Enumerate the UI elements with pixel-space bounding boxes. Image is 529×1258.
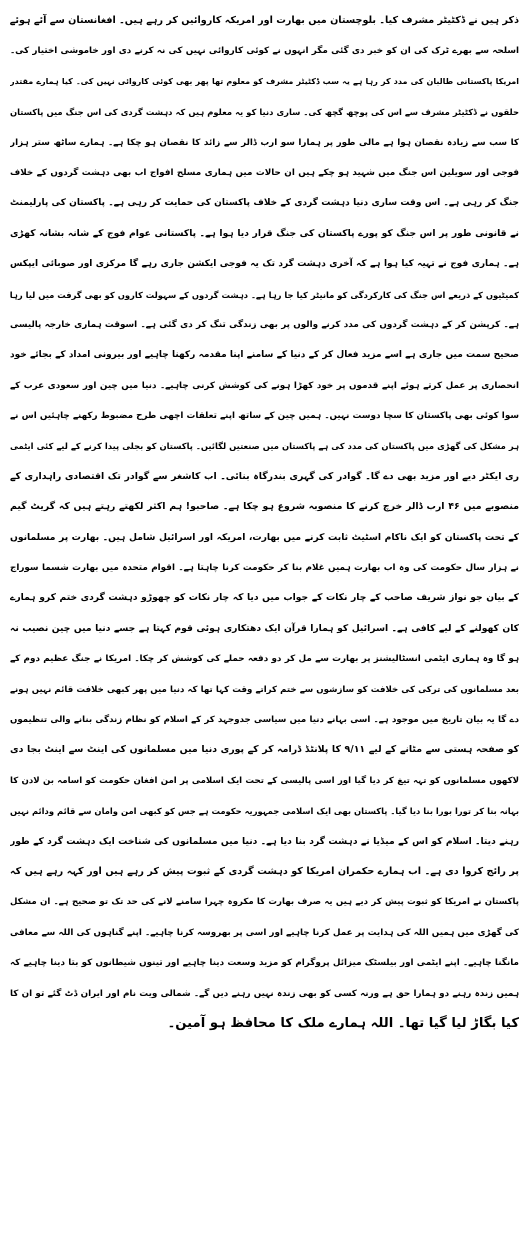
article-line: ہو گا وہ ہماری ایٹمی انسٹالیشنز پر بھارت سے مل کر دو دفعہ حملے کی کوشش کر چکا۔ امریکا نے جنگ عظیم دوم کے [10,654,519,665]
article-line: پاکستان نے امریکا کو ثبوت پیش کر دیے ہیں یہ صرف بھارت کا مکروہ چہرا سامنے لانے کی حد تک تو صحیح ہے۔ ان مشکل [10,897,519,908]
article-line: فوجی اور سویلین اس جنگ میں شہید ہو چکے ہیں ان حالات میں ہماری مسلح افواج اب بھی دہشت گردوں کے خلاف [10,167,519,178]
article-line: کے تحت پاکستان کو ایک ناکام اسٹیٹ ثابت کرنے میں بھارت، امریکہ اور اسرائیل شامل ہیں۔ بھارت پر مسلمانوں [10,531,519,543]
article-line: ہے۔ کرپشن کر کے دہشت گردوں کی مدد کرنے والوں پر بھی زندگی تنگ کر دی گئی ہے۔ اسوقت ہماری خارجہ پالیسی [10,319,519,330]
article-line: رہنے دیتا۔ اسلام کو اس کے میڈیا نے دہشت گرد بنا دیا ہے۔ دنیا میں مسلمانوں کی شناخت ایک دہشت گرد کے طور [10,835,519,847]
article-line: بعد مسلمانوں کی ترکی کی خلافت کو سازشوں سے ختم کراتے وقت کہا تھا کہ دنیا میں پھر کبھی خلافت قائم نہیں ہونے [10,684,519,695]
article-line: جنگ کر رہی ہے۔ اس وقت ساری دنیا دہشت گردی کے خلاف پاکستان کی حمایت کر رہی ہے۔ پاکستان کی پارلیمنٹ [10,198,519,209]
article-line: نے ہزار سال حکومت کی وہ اب بھارت ہمیں غلام بنا کر حکومت کرنا چاہتا ہے۔ اقوام متحدہ میں بھارت شسما سوراج [10,563,519,574]
article-line: ہمیں زندہ رہنے دو ہمارا حق ہے ورنہ کسی کو بھی زندہ نہیں رہنے دیں گے۔ شمالی ویت نام اور ایران ڈٹ گئے تو ان کا [10,988,519,999]
article-line: حلقوں نے ڈکٹیٹر مشرف سے اس کی پوچھ گچھ کی۔ ساری دنیا کو یہ معلوم ہیں کہ دہشت گردی کی اس جنگ میں پاکستان [10,107,519,118]
article-closing-line: کیا بگاڑ لیا گیا تھا۔ اللہ ہمارے ملک کا محافظ ہو آمین۔ [167,1015,519,1031]
article-line: انحصاری پر عمل کرتے ہوئے اپنے قدموں پر خود کھڑا ہونے کی کوشش کرنی چاہیے۔ دنیا میں چین اور سعودی عرب کے [10,380,519,391]
article-line: پر رائج کروا دی ہے۔ اب ہمارے حکمران امریکا کو دہشت گردی کے ثبوت پیش کر رہے ہیں اور کہہ رہے ہیں کہ [10,865,519,877]
article-line: کمیٹیوں کے ذریعے اس جنگ کی کارکردگی کو مانیٹر کیا جا رہا ہے۔ دہشت گردوں کے سہولت کاروں کو بھی گرفت میں لیا رہا [10,289,519,300]
article-line: سوا کوئی بھی پاکستان کا سچا دوست نہیں۔ ہمیں چین کے ساتھ اپنے تعلقات اچھی طرح مضبوط رکھنے چاہئیں اس نے [10,411,519,422]
article-line: لاکھوں مسلمانوں کو تہہ تیغ کر دیا گیا اور اسی پالیسی کے تحت ایک اسلامی پر امن افغان حکومت کو اسامہ بن لادن کا [10,775,519,786]
article-line: ہر مشکل کی گھڑی میں پاکستان کی مدد کی ہے پاکستان میں صنعتیں لگائیں۔ پاکستان کو بجلی پیدا کرنے کے لیے کئی ایٹمی [10,441,519,452]
article-line: منصوبے میں ۴۶ ارب ڈالر خرچ کرنے کا منصوبہ شروع ہو چکا ہے۔ صاحبو! ہم اکثر لکھتے رہتے ہیں کہ گریٹ گیم [10,501,519,513]
article-line: بہانہ بنا کر تورا بورا بنا دیا گیا۔ پاکستان بھی ایک اسلامی جمہوریہ حکومت ہے جس کو کبھی امن وامان سے قائم ودائم نہیں [10,806,519,817]
article-line: مانگنا چاہیے۔ اپنے ایٹمی اور بیلسٹک میزائل پروگرام کو مزید وسعت دینا چاہیے اور تینوں شیطانوں کو بتا دینا چاہیے کہ [10,958,519,969]
article-line: نے قانونی طور پر اس جنگ کو پورے پاکستان کی جنگ قرار دیا ہوا ہے۔ پاکستانی عوام فوج کے شانہ بشانہ کھڑی [10,227,519,239]
article-line: امریکا پاکستانی طالبان کی مدد کر رہا ہے یہ سب ڈکٹیٹر مشرف کو معلوم تھا پھر بھی کوئی کاروائی نہیں کی۔ کیا ہمارے مقتدر [10,76,519,86]
article-line: کا سب سے زیادہ نقصان ہوا ہے مالی طور پر ہمارا سو ارب ڈالر سے زائد کا نقصان ہو چکا ہے۔ ہمارے ساٹھ ستر ہزار [10,137,519,148]
article-line: دے گا یہ بیان تاریخ میں موجود ہے۔ اسی بہانے دنیا میں سیاسی جدوجہد کر کے اسلام کو نظام زندگی بنانے والی تنظیموں [10,714,519,725]
article-line: ری ایکٹر دیے اور مزید بھی دے گا۔ گوادر کی گہری بندرگاہ بنائی۔ اب کاشغر سے گوادر تک اقتصادی راہداری کے [10,470,519,482]
article-line: ہے۔ ہماری فوج نے تہیہ کیا ہوا ہے کہ آخری دہشت گرد تک یہ فوجی ایکشن جاری رہے گا مرکزی اور صوبائی ایپکس [10,259,519,270]
article-line: کو صفحہ ہستی سے مٹانے کے لیے ۹/۱۱ کا پلانٹڈ ڈرامہ کر کے پوری دنیا میں مسلمانوں کی اینٹ سے اینٹ بجا دی [10,744,519,756]
article-line: کی گھڑی میں ہمیں اللہ کی ہدایت پر عمل کرنا چاہیے اور اسی پر بھروسہ کرنا چاہیے۔ اپنے گناہوں کی اللہ سے معافی [10,927,519,938]
article-line: کے بیان جو نواز شریف صاحب کے چار نکات کے جواب میں دیا کہ چار نکات کو چھوڑو دہشت گردی ختم کرو ہمارے [10,592,519,604]
article-line: اسلحہ سے بھرے ٹرک کی ان کو خبر دی گئی مگر انہوں نے کوئی کاروائی نہیں کی نہ کرنے دی اور خاموشی اختیار کی۔ [10,46,519,57]
article-line: صحیح سمت میں جاری ہے اسے مزید فعال کر کے دنیا کے سامنے اپنا مقدمہ رکھنا چاہیے اور بیرونی امداد کے بجائے خود [10,350,519,361]
article-line: کان کھولنے کے لیے کافی ہے۔ اسرائیل کو ہمارا قرآن ایک دھتکاری ہوئی قوم کہتا ہے جسے دنیا میں چین نصیب نہ [10,622,519,634]
urdu-article-body [10,6,519,1039]
article-line: ذکر ہیں نے ڈکٹیٹر مشرف کیا۔ بلوچستان میں بھارت اور امریکہ کاروائیں کر رہے ہیں۔ افغانستان سے آئے ہوئے [10,15,519,26]
